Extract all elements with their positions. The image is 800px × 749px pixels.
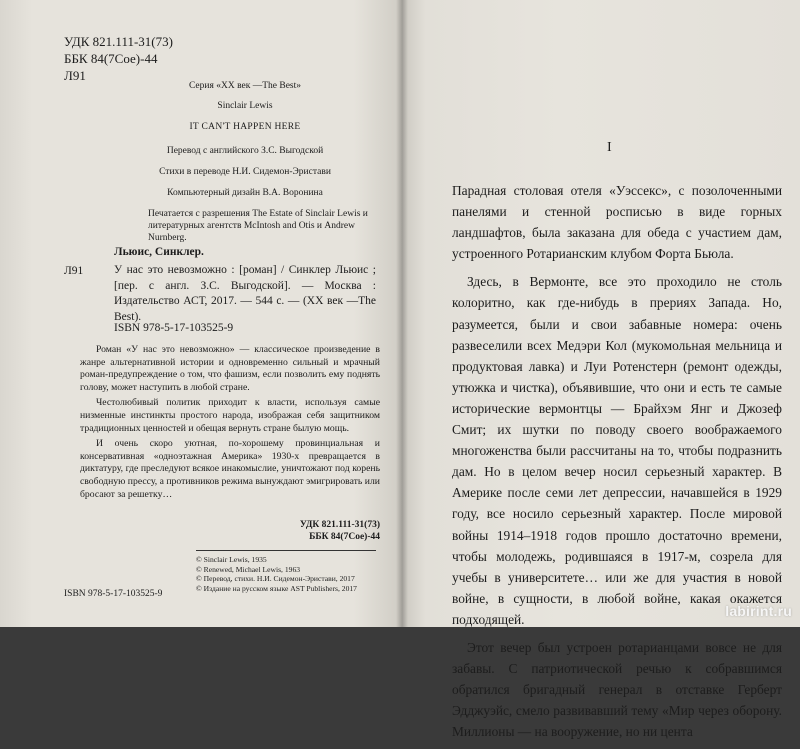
bibliographic-isbn: ISBN 978-5-17-103525-9 <box>114 322 234 334</box>
watermark: labirint.ru <box>725 603 792 619</box>
poems-credit: Стихи в переводе Н.И. Сидемон-Эристави <box>159 167 331 177</box>
annotation-paragraph: Роман «У нас это невозможно» — классическое произведение в жанре альтернативной истории и одновременно сильный и мрачный роман-предупреждение о том, что фашизм, если позволить ему поднять голову, может наступить в любой стране. <box>80 344 380 393</box>
text-paragraph: Парадная столовая отеля «Уэссекс», с позолоченными панелями и стенной росписью в виде горных ландшафтов, была заказана для обеда с участием дам, устроенного Ротарианским клубом Форта Бьюла. <box>452 183 782 262</box>
annotation-paragraph: Честолюбивый политик приходит к власти, используя самые низменные инстинкты простого народа, изображая себя защитником традиционных ценностей и обещая вернуть стране былую мощь. <box>80 397 380 434</box>
copyright-block <box>196 555 357 593</box>
annotation <box>80 344 380 504</box>
author-original: Sinclair Lewis <box>217 101 273 111</box>
isbn-footer: ISBN 978-5-17-103525-9 <box>64 589 163 599</box>
copyright-line: © Издание на русском языке AST Publishers, 2017 <box>196 583 357 593</box>
bbk-code-footer: ББК 84(7Сое)-44 <box>309 532 380 542</box>
translation-credit: Перевод с английского З.С. Выгодской <box>166 146 324 156</box>
udk-code: УДК 821.111-31(73) <box>64 34 173 49</box>
bibliographic-author: Льюис, Синклер. <box>114 246 204 258</box>
author-mark: Л91 <box>64 68 86 83</box>
copyright-divider <box>196 550 376 551</box>
text-paragraph: Здесь, в Вермонте, все это проходило не столь колоритно, как где-нибудь в прериях Запада. Но, разумеется, были и свои забавные номера: очень развеселили всех Медэри Кол (мукомольная мельница и продуктовая лавка) и Луи Ротенстерн (ремонт одежды, утюжка и чистка), объявившие, что они и есть те самые исторические вермонтцы — Брайхэм Янг и Джозеф Смит; их шутки по поводу своего воображаемого многоженства были рассчитаны на то, чтобы подразнить дам. Но в целом вечер носил серьезный характер. В Америке после семи лет депрессии, начавшейся в 1929 году, все носило серьезный характер. После мировой войны 1914–1918 годов прошло достаточно времени, чтобы молодежь, родившаяся в 1917-м, созрела для учебы в университете… или же для участия в новой войне, в сущности, в любой войне, какая окажется подходящей. <box>452 274 782 627</box>
bibliographic-code: Л91 <box>64 265 84 277</box>
design-credit: Компьютерный дизайн В.А. Воронина <box>167 188 323 198</box>
title-original: IT CAN'T HAPPEN HERE <box>189 122 301 132</box>
book-gutter <box>396 0 408 627</box>
permission-note: Печатается с разрешения The Estate of Sinclair Lewis и литературных агентств McIntosh and Otis и Andrew Nurnberg. <box>148 209 368 243</box>
copyright-line: © Sinclair Lewis, 1935 <box>196 555 267 564</box>
left-page <box>0 0 402 627</box>
udk-footer <box>260 519 380 543</box>
chapter-number: I <box>607 140 612 155</box>
annotation-paragraph: И очень скоро уютная, по-хорошему провинциальная и консервативная «одноэтажная Америка» 1930-х превращается в диктатуру, где преследуют всякое инакомыслие, уничтожают под корень свободную прессу, а противников режима вынуждают эмигрировать или бросают за решетку… <box>80 438 380 500</box>
text-paragraph: Этот вечер был устроен ротарианцами вовсе не для забавы. С патриотической речью к собравшимся обратился бригадный генерал в отставке Герберт Эдджуэйс, смело развивавший тему «Мир через оборону. Миллионы — на вооружение, но ни цента <box>452 639 782 740</box>
bbk-code: ББК 84(7Сое)-44 <box>64 51 158 66</box>
udk-header <box>64 33 173 84</box>
udk-code-footer: УДК 821.111-31(73) <box>299 520 380 530</box>
chapter-text <box>452 180 782 749</box>
copyright-line: © Перевод, стихи. Н.И. Сидемон-Эристави, 2017 <box>196 574 355 583</box>
series-line: Серия «XX век —The Best» <box>188 81 301 91</box>
bibliographic-description: У нас это невозможно : [роман] / Синклер Льюис ; [пер. с англ. З.С. Выгодской]. — Москва : Издательство АСТ, 2017. — 544 с. — (XX век —The Best). <box>114 264 376 323</box>
right-page <box>402 0 800 740</box>
copyright-line: © Renewed, Michael Lewis, 1963 <box>196 564 301 574</box>
